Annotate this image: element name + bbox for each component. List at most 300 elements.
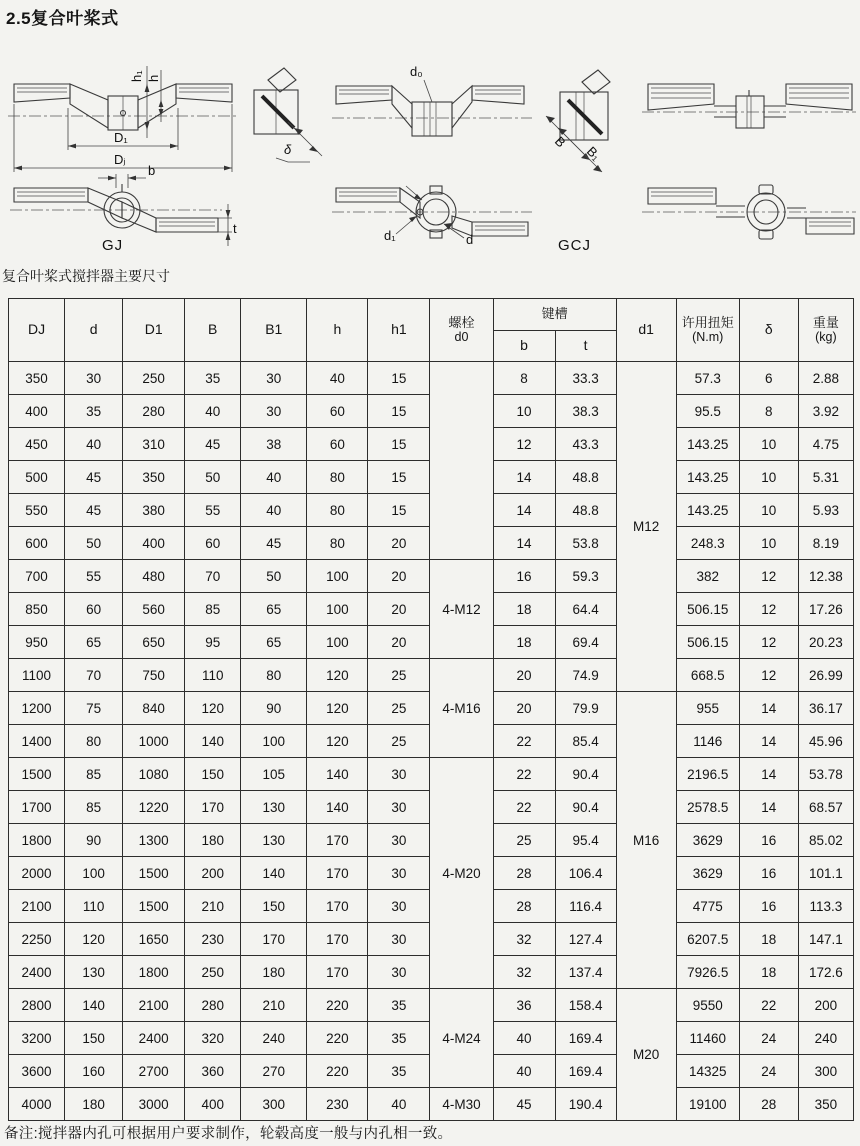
- table-cell: 700: [9, 560, 65, 593]
- table-cell: 300: [241, 1088, 307, 1121]
- table-cell: 14: [739, 758, 798, 791]
- table-cell: 12: [739, 593, 798, 626]
- table-cell: 15: [368, 461, 430, 494]
- table-cell: 1400: [9, 725, 65, 758]
- table-cell: 38: [241, 428, 307, 461]
- table-cell: 30: [65, 362, 123, 395]
- table-cell: 25: [368, 692, 430, 725]
- col-header-d: d: [65, 299, 123, 362]
- table-cell: 25: [493, 824, 555, 857]
- table-cell: 360: [185, 1055, 241, 1088]
- view-label-gcj: GCJ: [558, 237, 591, 254]
- table-cell: 30: [368, 857, 430, 890]
- table-cell: 127.4: [555, 923, 616, 956]
- table-cell: 40: [307, 362, 368, 395]
- table-cell: 14325: [676, 1055, 739, 1088]
- table-cell: 55: [185, 494, 241, 527]
- table-cell: 1650: [123, 923, 185, 956]
- table-cell: 170: [307, 824, 368, 857]
- col-header-b1: B1: [241, 299, 307, 362]
- table-cell: 22: [493, 791, 555, 824]
- table-cell: 18: [739, 956, 798, 989]
- table-cell: 74.9: [555, 659, 616, 692]
- table-cell: 200: [798, 989, 853, 1022]
- table-cell: 32: [493, 923, 555, 956]
- table-cell: 101.1: [798, 857, 853, 890]
- table-cell: 130: [65, 956, 123, 989]
- table-cell: 1300: [123, 824, 185, 857]
- table-cell: 64.4: [555, 593, 616, 626]
- table-cell: 10: [739, 428, 798, 461]
- table-cell: 220: [307, 1022, 368, 1055]
- table-cell: 20: [493, 659, 555, 692]
- table-row: [9, 659, 854, 692]
- table-cell: 500: [9, 461, 65, 494]
- table-cell: 25: [368, 659, 430, 692]
- table-cell: 116.4: [555, 890, 616, 923]
- table-cell: 12: [739, 659, 798, 692]
- table-cell: 53.8: [555, 527, 616, 560]
- table-cell: 80: [307, 461, 368, 494]
- table-cell: 40: [241, 494, 307, 527]
- table-cell: 55: [65, 560, 123, 593]
- table-cell: 18: [739, 923, 798, 956]
- col-header-b: B: [185, 299, 241, 362]
- table-cell: 95.5: [676, 395, 739, 428]
- table-cell: 65: [241, 593, 307, 626]
- table-cell: 12.38: [798, 560, 853, 593]
- table-cell: 450: [9, 428, 65, 461]
- table-cell: 60: [185, 527, 241, 560]
- table-cell: 85: [65, 791, 123, 824]
- technical-drawing: [0, 26, 860, 264]
- table-cell: 25: [368, 725, 430, 758]
- table-cell: 1800: [9, 824, 65, 857]
- table-cell: 79.9: [555, 692, 616, 725]
- col-header-h1: h1: [368, 299, 430, 362]
- dim-label-t: t: [233, 221, 237, 236]
- table-cell: 18: [493, 593, 555, 626]
- view-label-gj: GJ: [102, 237, 124, 254]
- table-cell: 120: [307, 725, 368, 758]
- table-cell: 40: [241, 461, 307, 494]
- table-cell: 240: [241, 1022, 307, 1055]
- dim-label-d1: d₁: [384, 228, 396, 243]
- table-cell: 10: [739, 461, 798, 494]
- table-cell: 560: [123, 593, 185, 626]
- col-header-delta: δ: [739, 299, 798, 362]
- table-cell: 2100: [123, 989, 185, 1022]
- table-cell: 65: [65, 626, 123, 659]
- table-cell: 1080: [123, 758, 185, 791]
- table-cell: 30: [368, 791, 430, 824]
- table-cell: 2000: [9, 857, 65, 890]
- table-cell: 3600: [9, 1055, 65, 1088]
- table-cell: 16: [739, 890, 798, 923]
- table-cell: 600: [9, 527, 65, 560]
- table-cell: 15: [368, 362, 430, 395]
- table-cell: 248.3: [676, 527, 739, 560]
- table-cell: 14: [493, 527, 555, 560]
- col-header-weight: 重量 (kg): [798, 299, 853, 362]
- table-cell: 150: [241, 890, 307, 923]
- table-cell: 668.5: [676, 659, 739, 692]
- table-cell: 40: [65, 428, 123, 461]
- blade-angle-detail: [254, 68, 322, 162]
- table-cell: 4.75: [798, 428, 853, 461]
- table-cell: 169.4: [555, 1055, 616, 1088]
- table-cell: 1500: [123, 857, 185, 890]
- table-cell: 12: [493, 428, 555, 461]
- table-cell: 200: [185, 857, 241, 890]
- col-header-dj: DJ: [9, 299, 65, 362]
- table-cell: 150: [65, 1022, 123, 1055]
- table-cell: 130: [241, 791, 307, 824]
- bolt-group-cell: [430, 362, 493, 560]
- table-cell: 85.02: [798, 824, 853, 857]
- table-cell: 7926.5: [676, 956, 739, 989]
- table-cell: 22: [493, 758, 555, 791]
- dim-label-B: B: [551, 133, 569, 151]
- page-title: 2.5复合叶桨式: [6, 9, 119, 28]
- table-cell: 1000: [123, 725, 185, 758]
- table-cell: 69.4: [555, 626, 616, 659]
- table-cell: 5.93: [798, 494, 853, 527]
- dim-label-d: d: [466, 232, 474, 247]
- table-cell: 160: [65, 1055, 123, 1088]
- col-header-d1: D1: [123, 299, 185, 362]
- table-cell: 19100: [676, 1088, 739, 1121]
- table-cell: 33.3: [555, 362, 616, 395]
- table-row: [9, 989, 854, 1022]
- col-header-keyway: 键槽: [493, 299, 616, 331]
- table-cell: 113.3: [798, 890, 853, 923]
- table-cell: 24: [739, 1055, 798, 1088]
- table-cell: 2400: [9, 956, 65, 989]
- table-cell: 16: [739, 824, 798, 857]
- table-cell: 14: [739, 791, 798, 824]
- table-cell: 85.4: [555, 725, 616, 758]
- table-cell: 310: [123, 428, 185, 461]
- table-cell: 1100: [9, 659, 65, 692]
- table-cell: 170: [307, 956, 368, 989]
- table-cell: 140: [307, 758, 368, 791]
- table-cell: 170: [307, 923, 368, 956]
- table-row: [9, 1088, 854, 1121]
- bolt-group-cell: 4-M30: [430, 1088, 493, 1121]
- table-cell: 57.3: [676, 362, 739, 395]
- table-cell: 400: [185, 1088, 241, 1121]
- table-cell: 30: [368, 923, 430, 956]
- bolt-group-cell: 4-M24: [430, 989, 493, 1088]
- dim-label-h: h: [146, 74, 161, 82]
- table-cell: 85: [65, 758, 123, 791]
- table-cell: 20: [368, 527, 430, 560]
- variant-top-view: [642, 84, 856, 128]
- table-cell: 9550: [676, 989, 739, 1022]
- table-cell: 22: [493, 725, 555, 758]
- table-cell: 30: [368, 824, 430, 857]
- bolt-group-cell: 4-M20: [430, 758, 493, 989]
- table-cell: 143.25: [676, 461, 739, 494]
- table-cell: 280: [185, 989, 241, 1022]
- table-cell: 17.26: [798, 593, 853, 626]
- table-cell: 35: [368, 1055, 430, 1088]
- table-cell: 170: [241, 923, 307, 956]
- table-cell: 10: [739, 527, 798, 560]
- table-cell: 120: [307, 692, 368, 725]
- table-cell: 45: [185, 428, 241, 461]
- col-header-h: h: [307, 299, 368, 362]
- table-cell: 20: [368, 593, 430, 626]
- table-cell: 80: [307, 527, 368, 560]
- table-cell: 4000: [9, 1088, 65, 1121]
- d1-group-cell: M16: [616, 692, 676, 989]
- table-cell: 100: [241, 725, 307, 758]
- table-cell: 35: [368, 1022, 430, 1055]
- table-cell: 11460: [676, 1022, 739, 1055]
- table-cell: 2.88: [798, 362, 853, 395]
- table-cell: 6207.5: [676, 923, 739, 956]
- table-cell: 60: [307, 395, 368, 428]
- table-cell: 3.92: [798, 395, 853, 428]
- table-cell: 65: [241, 626, 307, 659]
- table-cell: 320: [185, 1022, 241, 1055]
- table-cell: 750: [123, 659, 185, 692]
- table-cell: 169.4: [555, 1022, 616, 1055]
- table-cell: 105: [241, 758, 307, 791]
- table-cell: 1500: [123, 890, 185, 923]
- table-cell: 30: [368, 758, 430, 791]
- dim-label-h1: h₁: [129, 70, 144, 82]
- gcj-top-view: [332, 64, 532, 136]
- table-cell: 60: [65, 593, 123, 626]
- table-cell: 480: [123, 560, 185, 593]
- table-cell: 45: [241, 527, 307, 560]
- table-cell: 20.23: [798, 626, 853, 659]
- table-cell: 43.3: [555, 428, 616, 461]
- table-cell: 382: [676, 560, 739, 593]
- table-cell: 80: [65, 725, 123, 758]
- table-cell: 4775: [676, 890, 739, 923]
- table-cell: 8.19: [798, 527, 853, 560]
- table-cell: 506.15: [676, 593, 739, 626]
- table-cell: 53.78: [798, 758, 853, 791]
- table-cell: 85: [185, 593, 241, 626]
- table-cell: 3200: [9, 1022, 65, 1055]
- table-cell: 220: [307, 1055, 368, 1088]
- table-cell: 2400: [123, 1022, 185, 1055]
- table-cell: 18: [493, 626, 555, 659]
- table-cell: 350: [798, 1088, 853, 1121]
- table-cell: 36: [493, 989, 555, 1022]
- table-cell: 550: [9, 494, 65, 527]
- table-cell: 147.1: [798, 923, 853, 956]
- table-cell: 2196.5: [676, 758, 739, 791]
- col-header-bolt: 螺栓 d0: [430, 299, 493, 362]
- table-cell: 170: [307, 857, 368, 890]
- table-cell: 1200: [9, 692, 65, 725]
- table-cell: 270: [241, 1055, 307, 1088]
- table-cell: 45.96: [798, 725, 853, 758]
- table-cell: 35: [65, 395, 123, 428]
- table-cell: 15: [368, 494, 430, 527]
- table-cell: 110: [65, 890, 123, 923]
- table-cell: 10: [739, 494, 798, 527]
- table-cell: 100: [307, 593, 368, 626]
- table-cell: 180: [185, 824, 241, 857]
- table-cell: 38.3: [555, 395, 616, 428]
- table-cell: 230: [307, 1088, 368, 1121]
- table-cell: 15: [368, 395, 430, 428]
- table-cell: 1800: [123, 956, 185, 989]
- table-cell: 12: [739, 626, 798, 659]
- table-cell: 1500: [9, 758, 65, 791]
- table-cell: 60: [307, 428, 368, 461]
- note-text: 备注:搅拌器内孔可根据用户要求制作，轮毂高度一般与内孔相一致。: [4, 1126, 453, 1142]
- table-cell: 140: [65, 989, 123, 1022]
- d1-group-cell: M20: [616, 989, 676, 1121]
- table-cell: 32: [493, 956, 555, 989]
- table-cell: 95: [185, 626, 241, 659]
- table-cell: 210: [241, 989, 307, 1022]
- table-cell: 850: [9, 593, 65, 626]
- table-cell: 400: [9, 395, 65, 428]
- table-cell: 350: [9, 362, 65, 395]
- table-cell: 3000: [123, 1088, 185, 1121]
- table-cell: 10: [493, 395, 555, 428]
- table-cell: 36.17: [798, 692, 853, 725]
- col-header-d1-small: d1: [616, 299, 676, 362]
- table-cell: 30: [368, 890, 430, 923]
- table-cell: 955: [676, 692, 739, 725]
- variant-bottom-view: [642, 185, 856, 239]
- table-cell: 1700: [9, 791, 65, 824]
- table-cell: 2800: [9, 989, 65, 1022]
- table-cell: 250: [123, 362, 185, 395]
- table-cell: 20: [368, 560, 430, 593]
- table-cell: 40: [493, 1055, 555, 1088]
- table-cell: 90.4: [555, 791, 616, 824]
- table-cell: 3629: [676, 824, 739, 857]
- table-cell: 158.4: [555, 989, 616, 1022]
- table-cell: 50: [65, 527, 123, 560]
- table-cell: 950: [9, 626, 65, 659]
- table-cell: 12: [739, 560, 798, 593]
- table-cell: 90: [241, 692, 307, 725]
- blade-width-detail: [546, 70, 610, 172]
- dim-label-D1: D₁: [114, 130, 128, 145]
- table-cell: 70: [65, 659, 123, 692]
- gj-bottom-view: [10, 163, 237, 254]
- table-cell: 5.31: [798, 461, 853, 494]
- table-cell: 45: [65, 461, 123, 494]
- table-cell: 14: [493, 461, 555, 494]
- bolt-group-cell: 4-M16: [430, 659, 493, 758]
- table-cell: 80: [241, 659, 307, 692]
- table-cell: 48.8: [555, 461, 616, 494]
- table-cell: 2578.5: [676, 791, 739, 824]
- table-cell: 140: [185, 725, 241, 758]
- table-cell: 140: [307, 791, 368, 824]
- table-cell: 24: [739, 1022, 798, 1055]
- table-cell: 40: [185, 395, 241, 428]
- table-cell: 20: [493, 692, 555, 725]
- table-cell: 30: [241, 395, 307, 428]
- col-header-key-b: b: [493, 331, 555, 362]
- table-cell: 506.15: [676, 626, 739, 659]
- dimension-table-body: [9, 362, 854, 1121]
- table-cell: 16: [493, 560, 555, 593]
- col-header-key-t: t: [555, 331, 616, 362]
- table-cell: 106.4: [555, 857, 616, 890]
- table-cell: 110: [185, 659, 241, 692]
- dim-label-B1: B₁: [583, 143, 604, 164]
- table-cell: 16: [739, 857, 798, 890]
- table-cell: 45: [65, 494, 123, 527]
- table-cell: 80: [307, 494, 368, 527]
- table-cell: 95.4: [555, 824, 616, 857]
- table-cell: 180: [241, 956, 307, 989]
- table-cell: 130: [241, 824, 307, 857]
- table-cell: 143.25: [676, 494, 739, 527]
- table-cell: 120: [307, 659, 368, 692]
- table-cell: 50: [241, 560, 307, 593]
- table-cell: 14: [739, 725, 798, 758]
- table-cell: 30: [368, 956, 430, 989]
- table-cell: 15: [368, 428, 430, 461]
- table-cell: 8: [739, 395, 798, 428]
- table-cell: 6: [739, 362, 798, 395]
- dimension-table: [8, 298, 854, 1121]
- table-cell: 30: [241, 362, 307, 395]
- table-cell: 28: [739, 1088, 798, 1121]
- table-cell: 14: [493, 494, 555, 527]
- table-cell: 400: [123, 527, 185, 560]
- table-cell: 59.3: [555, 560, 616, 593]
- table-cell: 120: [65, 923, 123, 956]
- table-cell: 1146: [676, 725, 739, 758]
- dim-label-DJ: Dⱼ: [114, 152, 126, 167]
- col-header-torque: 许用扭矩 (N.m): [676, 299, 739, 362]
- table-cell: 35: [368, 989, 430, 1022]
- table-cell: 230: [185, 923, 241, 956]
- table-row: [9, 560, 854, 593]
- table-cell: 40: [368, 1088, 430, 1121]
- table-cell: 150: [185, 758, 241, 791]
- table-cell: 2700: [123, 1055, 185, 1088]
- table-cell: 20: [368, 626, 430, 659]
- table-cell: 380: [123, 494, 185, 527]
- table-cell: 8: [493, 362, 555, 395]
- table-cell: 90.4: [555, 758, 616, 791]
- table-cell: 137.4: [555, 956, 616, 989]
- gj-top-view: [8, 66, 238, 172]
- table-cell: 143.25: [676, 428, 739, 461]
- table-cell: 140: [241, 857, 307, 890]
- bolt-group-cell: 4-M12: [430, 560, 493, 659]
- table-cell: 75: [65, 692, 123, 725]
- dim-label-b: b: [148, 163, 156, 178]
- table-cell: 28: [493, 890, 555, 923]
- table-cell: 2100: [9, 890, 65, 923]
- table-cell: 3629: [676, 857, 739, 890]
- table-cell: 190.4: [555, 1088, 616, 1121]
- section-subtitle: 复合叶桨式搅拌器主要尺寸: [2, 268, 170, 284]
- table-cell: 840: [123, 692, 185, 725]
- dim-label-d0: d₀: [410, 64, 423, 79]
- table-cell: 1220: [123, 791, 185, 824]
